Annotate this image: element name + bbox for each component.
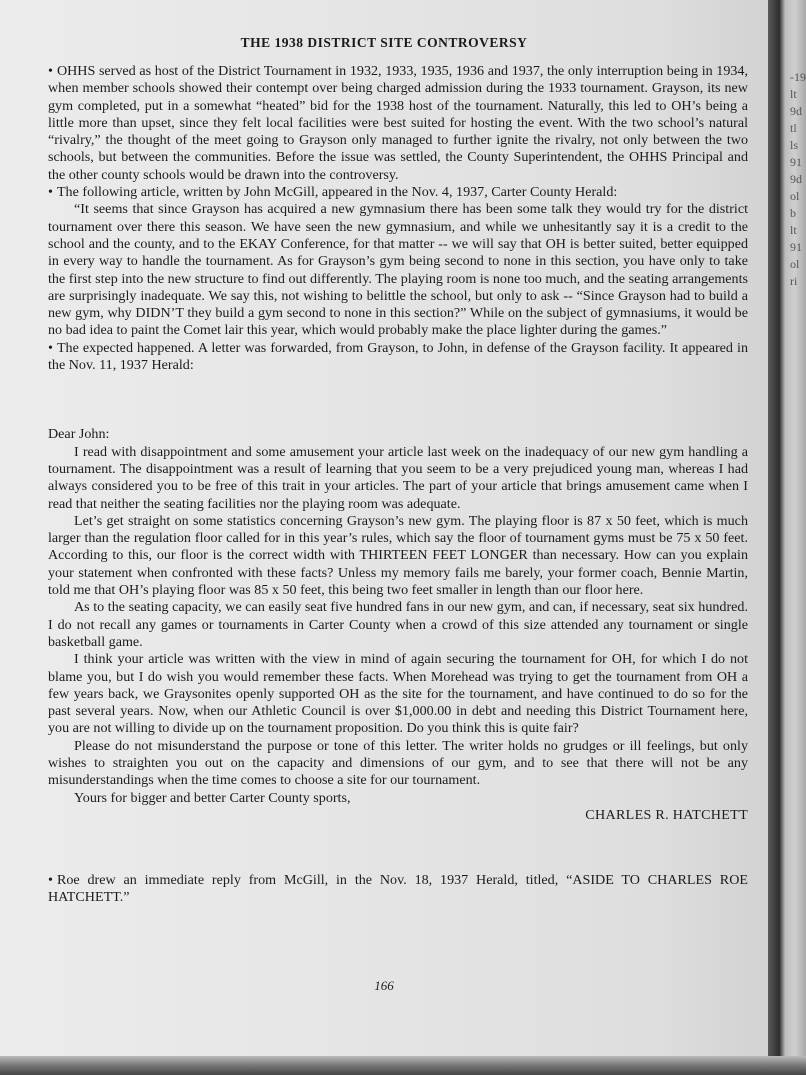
adjacent-page-fragment: ls bbox=[790, 138, 799, 152]
adjacent-page-fragment: ol bbox=[790, 257, 800, 271]
adjacent-page-fragment: 9d bbox=[790, 172, 802, 186]
paragraph-text: The expected happened. A letter was forwarded, from Grayson, to John, in defense of the Grayson facility. It appeared in the Nov. 11, 1937 Herald: bbox=[48, 339, 748, 374]
page-title: THE 1938 DISTRICT SITE CONTROVERSY bbox=[240, 35, 528, 50]
adjacent-page-fragment: -19 bbox=[790, 70, 806, 84]
letter-signature: CHARLES R. HATCHETT bbox=[585, 806, 748, 823]
paragraph-text: OHHS served as host of the District Tournament in 1932, 1933, 1935, 1936 and 1937, the only interruption being in 1934, when member schools showed their contempt over being charged admission during the 1933 tournament. Grayson, its new gym completed, put in a somewhat “heated” bid for the 1938 host of the tournament. Naturally, this led to OH’s being a little more than upset, since they felt local facilities were best suited for hosting the event. With the two school’s natural “rivalry,” the thought of the meet going to Grayson only managed to further ignite the rivalry, not only between the two schools, but between the communities. Before the issue was settled, the County Superintendent, the OHHS Principal and the other county schools would be drawn into the controversy. bbox=[48, 63, 748, 183]
letter-paragraph: I read with disappointment and some amusement your article last week on the inadequacy of our new gym handling a tournament. The disappointment was a result of learning that you seem to be a very prejudiced young man, whereas I had always considered you to be free of this trait in your articles. The part of your article that brings amusement came when I read that neither the seating facilities nor the playing room was adequate. bbox=[48, 443, 748, 512]
page-number: 166 bbox=[374, 978, 394, 993]
letter-paragraph: As to the seating capacity, we can easily seat five hundred fans in our new gym, and can, if necessary, seat six hundred. I do not recall any games or tournaments in Carter County when a crowd of this size attended any tournament or single basketball game. bbox=[48, 599, 748, 650]
page-bottom-shadow bbox=[0, 1056, 806, 1075]
adjacent-page-fragment: b bbox=[790, 206, 796, 220]
paragraph-letter-intro bbox=[48, 340, 748, 375]
letter-closing: Yours for bigger and better Carter County sports, bbox=[74, 789, 351, 806]
bullet-icon: • bbox=[48, 184, 53, 201]
bullet-icon: • bbox=[48, 63, 53, 79]
adjacent-page-fragment: 91 bbox=[790, 155, 802, 169]
letter-paragraph: Please do not misunderstand the purpose or tone of this letter. The writer holds no grudges or ill feelings, but only wishes to straighten you out on the capacity and dimensions of our gym, and to see that there will not be any misunderstandings when the time comes to choose a site for our tournament. bbox=[48, 737, 748, 789]
adjacent-page-fragment: 9d bbox=[790, 104, 802, 118]
adjacent-page-fragment: 91 bbox=[790, 240, 802, 254]
paragraph-article-intro bbox=[48, 184, 748, 201]
letter-paragraph: I think your article was written with the view in mind of again securing the tournament for OH, for which I do not blame you, but I do wish you would remember these facts. When Morehead was trying to get the tournament from OH a few years back, we Graysonites openly supported OH as the site for the tournament, and have continued to do so for the past several years. Now, when our Athletic Council is over $1,000.00 in debt and needing this District Tournament here, you are not willing to divide up on the tournament proposition. Do you think this is quite fair? bbox=[48, 651, 748, 737]
adjacent-page-fragment: lt bbox=[790, 223, 797, 237]
spacer bbox=[48, 374, 748, 426]
letter-paragraph: Let’s get straight on some statistics concerning Grayson’s new gym. The playing floor is 87 x 50 feet, which is much larger than the regulation floor called for in this year’s rules, which say the floor of tournament gyms must be 75 x 50 feet. According to this, our floor is the correct width with THIRTEEN FEET LONGER than necessary. How can you explain your statement when confronted with these facts? Unless my memory fails me barely, your former coach, Bennie Martin, told me that OH’s playing floor was 85 x 50 feet, this being two feet smaller in length than our floor here. bbox=[48, 512, 748, 599]
bullet-icon: • bbox=[48, 339, 53, 356]
quoted-article: “It seems that since Grayson has acquired a new gymnasium there has been some talk they would try for the district tournament over there this season. We have seen the new gymnasium, and while we unhesitantly say it is a credit to the school and the county, and to the EKAY Conference, for that matter -- we will say that OH is better suited, better equipped in every way to handle the tournament. As for Grayson’s gym being second to none in this section, you have only to take the first step into the new structure to find out differently. The playing room is none too much, and the seating arrangements are surprisingly inadequate. We say this, not wishing to belittle the school, but only to ask -- “Since Grayson had to build a new gym, why DIDN’T they build a gym second to none in this section?” While on the subject of gymnasiums, it would be no bad idea to paint the Comet lair this year, which would probably make the place lighter during the games.” bbox=[48, 201, 748, 339]
document-body bbox=[48, 63, 748, 907]
adjacent-page-fragment: lt bbox=[790, 87, 797, 101]
adjacent-page-fragment: tl bbox=[790, 121, 797, 135]
paragraph-text: The following article, written by John McGill, appeared in the Nov. 4, 1937, Carter County Herald: bbox=[56, 184, 618, 201]
adjacent-page-fragment: ol bbox=[790, 189, 800, 203]
letter-salutation: Dear John: bbox=[48, 426, 110, 443]
bullet-icon: • bbox=[48, 872, 53, 889]
paragraph-final-note bbox=[48, 872, 748, 907]
paragraph-text: Roe drew an immediate reply from McGill, in the Nov. 18, 1937 Herald, titled, “ASIDE TO CHARLES ROE HATCHETT.” bbox=[48, 872, 748, 906]
spacer bbox=[48, 824, 748, 872]
paragraph-hosting-history bbox=[48, 63, 748, 184]
adjacent-page-fragment: ri bbox=[790, 274, 798, 288]
